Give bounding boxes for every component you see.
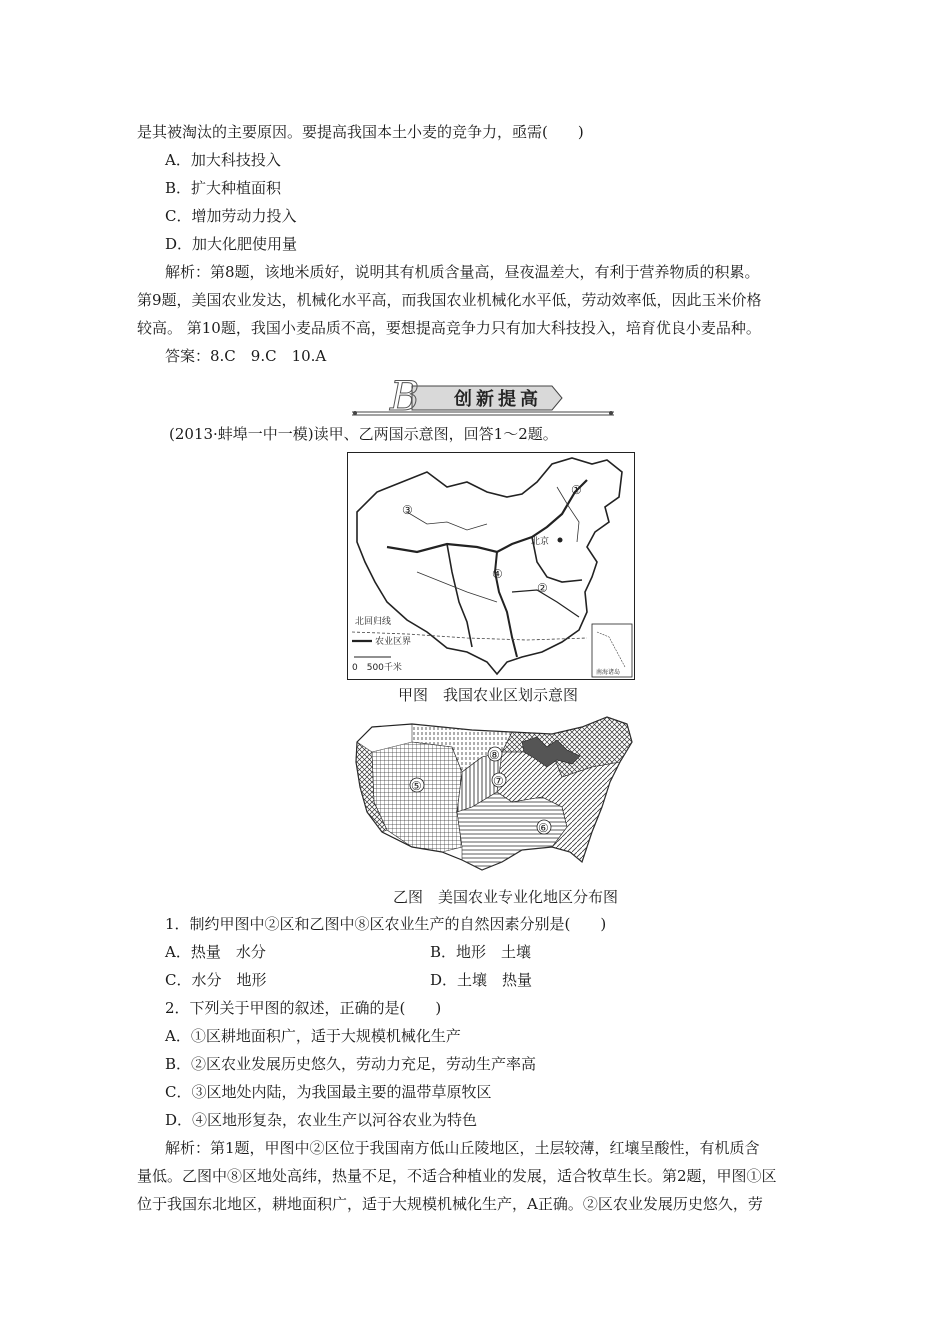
tropic-label: 北回归线 bbox=[355, 617, 392, 627]
analysis-line: 量低。乙图中⑧区地处高纬，热量不足，不适合种植业的发展，适合牧草生长。第2题，甲图①区 bbox=[137, 1167, 777, 1185]
region-label-4: ④ bbox=[492, 567, 503, 581]
section-title: 创新提高 bbox=[454, 389, 542, 410]
intro-line: (2013·蚌埠一中一模)读甲、乙两国示意图，回答1～2题。 bbox=[169, 425, 558, 443]
scale-label: 0 500千米 bbox=[352, 663, 402, 673]
q2-option-a: A．①区耕地面积广，适于大规模机械化生产 bbox=[165, 1027, 461, 1045]
inset-label: 南海诸岛 bbox=[596, 669, 621, 676]
q2-option-c: C．③区地处内陆，为我国最主要的温带草原牧区 bbox=[165, 1083, 492, 1101]
map-a-caption: 甲图 我国农业区划示意图 bbox=[398, 686, 579, 704]
question-2-stem: 2．下列关于甲图的叙述，正确的是( ) bbox=[165, 999, 442, 1017]
analysis-line: 位于我国东北地区，耕地面积广，适于大规模机械化生产，A正确。②区农业发展历史悠久，劳 bbox=[137, 1195, 763, 1213]
option-d: D．加大化肥使用量 bbox=[165, 235, 298, 253]
q1-option-c: C．水分 地形 bbox=[165, 971, 267, 989]
usa-agriculture-map bbox=[352, 712, 634, 872]
option-a: A．加大科技投入 bbox=[165, 151, 281, 169]
banner-letter: B bbox=[390, 376, 420, 418]
map-b-caption: 乙图 美国农业专业化地区分布图 bbox=[393, 888, 619, 906]
region-label-5: ⑤ bbox=[411, 779, 422, 793]
q1-option-b: B．地形 土壤 bbox=[430, 943, 532, 961]
option-b: B．扩大种植面积 bbox=[165, 179, 282, 197]
city-label-beijing: 北京 bbox=[531, 537, 550, 547]
region-label-3: ③ bbox=[402, 503, 413, 517]
analysis-line: 较高。 第10题，我国小麦品质不高，要想提高竞争力只有加大科技投入，培育优良小麦品种。 bbox=[137, 319, 761, 337]
analysis-line: 解析：第8题，该地米质好，说明其有机质含量高，昼夜温差大，有利于营养物质的积累。 bbox=[165, 263, 760, 281]
china-agriculture-map bbox=[347, 452, 635, 680]
legend-label: 农业区界 bbox=[375, 637, 412, 647]
region-label-8: ⑧ bbox=[489, 748, 500, 762]
region-label-1: ① bbox=[571, 483, 582, 497]
analysis-line: 第9题，美国农业发达，机械化水平高，而我国农业机械化水平低，劳动效率低，因此玉米价格 bbox=[137, 291, 762, 309]
analysis-line: 解析：第1题，甲图中②区位于我国南方低山丘陵地区，土层较薄，红壤呈酸性，有机质含 bbox=[165, 1139, 760, 1157]
question-stem-tail: 是其被淘汰的主要原因。要提高我国本土小麦的竞争力，亟需( ) bbox=[137, 123, 584, 141]
q1-option-a: A．热量 水分 bbox=[165, 943, 266, 961]
answer-line: 答案：8.C 9.C 10.A bbox=[165, 347, 327, 365]
option-c: C．增加劳动力投入 bbox=[165, 207, 297, 225]
region-label-2: ② bbox=[537, 581, 548, 595]
region-label-6: ⑥ bbox=[538, 821, 549, 835]
q2-option-b: B．②区农业发展历史悠久，劳动力充足，劳动生产率高 bbox=[165, 1055, 537, 1073]
question-1-stem: 1．制约甲图中②区和乙图中⑧区农业生产的自然因素分别是( ) bbox=[165, 915, 607, 933]
q1-option-d: D．土壤 热量 bbox=[430, 971, 533, 989]
region-label-7: ⑦ bbox=[493, 774, 504, 788]
q2-option-d: D．④区地形复杂，农业生产以河谷农业为特色 bbox=[165, 1111, 478, 1129]
